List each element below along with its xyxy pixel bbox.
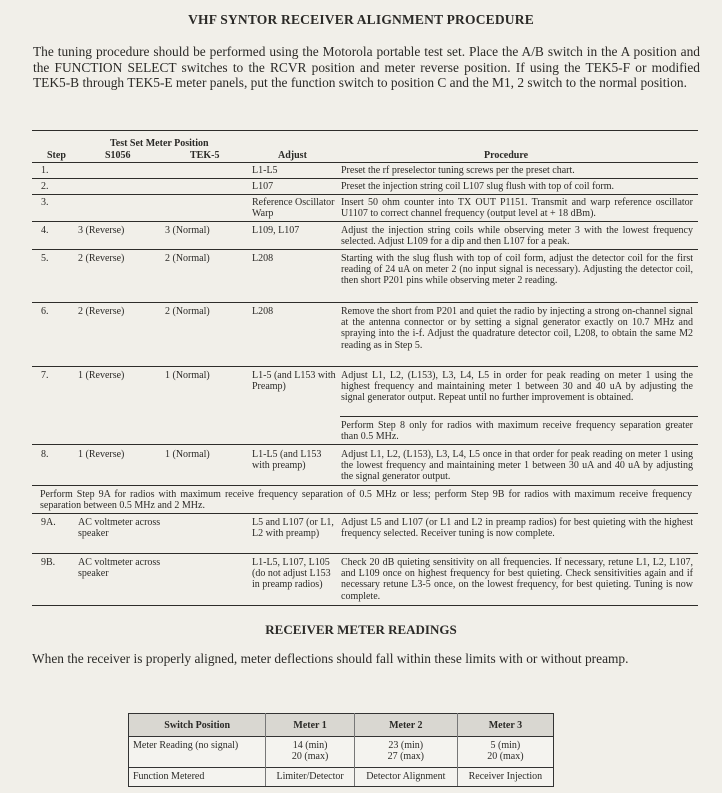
step-number: 6. — [41, 306, 49, 317]
step-number: 4. — [41, 225, 49, 236]
tek5-cell: 1 (Normal) — [165, 449, 210, 460]
step-number: 9B. — [41, 557, 56, 568]
row-rule — [32, 249, 698, 250]
meter-3-reading: 5 (min) 20 (max) — [457, 737, 553, 768]
adjust-cell: L1-L5, L107, L105 (do not adjust L153 in preamp radios) — [252, 557, 331, 591]
procedure-cell: Insert 50 ohm counter into TX OUT P1151. Transmit and warp reference oscillator U1107 to correct channel frequency (output level at + 18 dBm). — [341, 197, 693, 220]
header-adjust: Adjust — [278, 150, 307, 161]
step-number: 2. — [41, 181, 49, 192]
row-label: Function Metered — [129, 768, 266, 787]
row-rule — [32, 178, 698, 179]
s1056-cell: 3 (Reverse) — [78, 225, 125, 236]
step-number: 5. — [41, 253, 49, 264]
tek5-cell: 2 (Normal) — [165, 253, 210, 264]
step-number: 9A. — [41, 517, 56, 528]
meter-readings-table — [128, 713, 554, 787]
adjust-cell: L208 — [252, 253, 274, 264]
adjust-cell: L109, L107 — [252, 225, 300, 236]
tek5-cell: 1 (Normal) — [165, 370, 210, 381]
adjust-cell: L1-L5 (and L153 with preamp) — [252, 449, 322, 472]
procedure-cell: Starting with the slug flush with top of coil form, adjust the detector coil for the first reading of 24 uA on meter 2 (no input signal is necessary). Adjusting the detector coil, then short P201 pins while observing meter 2 reading. — [341, 253, 693, 287]
meter-readings-title: RECEIVER METER READINGS — [265, 622, 457, 637]
s1056-cell: 2 (Reverse) — [78, 253, 125, 264]
meter-3-function: Receiver Injection — [457, 768, 553, 787]
procedure-cell: Adjust L1, L2, (L153), L3, L4, L5 in order for peak reading on meter 1 using the highest frequency and maintaining meter 1 between 30 and 40 uA by adjusting the signal generator output. Repeat until no further improvement is obtained. — [341, 370, 693, 404]
row-rule — [32, 221, 698, 222]
meter-2-function: Detector Alignment — [354, 768, 457, 787]
header-step: Step — [47, 150, 66, 161]
row-rule — [32, 366, 698, 367]
meter-2-reading: 23 (min) 27 (max) — [354, 737, 457, 768]
step-number: 7. — [41, 370, 49, 381]
procedure-cell: Adjust L5 and L107 (or L1 and L2 in preamp radios) for best quieting with the highest frequency selected. Receiver tuning is now complete. — [341, 517, 693, 540]
procedure-cell: Adjust L1, L2, (L153), L3, L4, L5 once in that order for peak reading on meter 1 using the lowest frequency and maintaining meter 1 between 30 uA and 40 uA by adjusting the signal generator output. — [341, 449, 693, 483]
step-number: 8. — [41, 449, 49, 460]
row-label: Meter Reading (no signal) — [129, 737, 266, 768]
header-procedure: Procedure — [484, 150, 529, 161]
procedure-cell: Perform Step 8 only for radios with maximum receive frequency separation greater than 0.5 MHz. — [341, 420, 693, 443]
procedure-cell: Remove the short from P201 and quiet the radio by injecting a strong on-channel signal at the antenna connector or by setting a signal generator exactly on 10.7 MHz and spraying into the i-f. Adjust the quadrature detector coil, L208, to obtain the same M2 reading as in Step 5. — [341, 306, 693, 351]
adjust-cell: L107 — [252, 181, 274, 192]
tek5-cell: 2 (Normal) — [165, 306, 210, 317]
row-rule — [32, 513, 698, 514]
meter-1-reading: 14 (min) 20 (max) — [266, 737, 354, 768]
s1056-cell: AC voltmeter across speaker — [78, 557, 161, 580]
row-rule — [32, 302, 698, 303]
meter-header-meter-3: Meter 3 — [457, 714, 553, 737]
tek5-cell: 3 (Normal) — [165, 225, 210, 236]
adjust-cell: L5 and L107 (or L1, L2 with preamp) — [252, 517, 334, 540]
table-row — [129, 768, 554, 787]
s1056-cell: 1 (Reverse) — [78, 370, 125, 381]
adjust-cell: Reference Oscillator Warp — [252, 197, 335, 220]
meter-header-meter-2: Meter 2 — [354, 714, 457, 737]
procedure-cell: Preset the injection string coil L107 slug flush with top of coil form. — [341, 181, 615, 192]
row-rule — [340, 416, 698, 417]
s1056-cell: AC voltmeter across speaker — [78, 517, 161, 540]
step-number: 3. — [41, 197, 49, 208]
adjust-cell: L208 — [252, 306, 274, 317]
table-top-rule — [32, 130, 698, 131]
header-tek5: TEK-5 — [190, 150, 220, 161]
s1056-cell: 1 (Reverse) — [78, 449, 125, 460]
meter-intro-paragraph: When the receiver is properly aligned, meter deflections should fall within these limits with or without preamp. — [32, 651, 629, 666]
header-s1056: S1056 — [105, 150, 131, 161]
intro-paragraph: The tuning procedure should be performed using the Motorola portable test set. Place the A/B switch in the A position and the FUNCTION SELECT switches to the RCVR position and meter reverse position. If using the TEK5-F or modified TEK5-B through TEK5-E meter panels, put the function switch to position C and the M1, 2 switch to the normal position. — [33, 44, 700, 90]
procedure-cell: Preset the rf preselector tuning screws per the preset chart. — [341, 165, 575, 176]
table-row — [129, 737, 554, 768]
step9-note: Perform Step 9A for radios with maximum receive frequency separation of 0.5 MHz or less; perform Step 9B for radios with maximum receive frequency separation between 0.5 MHz and 2 MHz. — [40, 489, 692, 512]
procedure-cell: Check 20 dB quieting sensitivity on all frequencies. If necessary, retune L1, L2, L107, and L109 once on highest frequency for best quieting. Check sensitivities again and if necessary retune L3-5 once, on the lowest frequency, for best quieting. Tuning is now complete. — [341, 557, 693, 602]
header-bottom-rule — [32, 162, 698, 163]
row-rule — [32, 553, 698, 554]
row-rule — [32, 485, 698, 486]
adjust-cell: L1-5 (and L153 with Preamp) — [252, 370, 336, 393]
step-number: 1. — [41, 165, 49, 176]
meter-header-switch-position: Switch Position — [129, 714, 266, 737]
s1056-cell: 2 (Reverse) — [78, 306, 125, 317]
meter-1-function: Limiter/Detector — [266, 768, 354, 787]
procedure-cell: Adjust the injection string coils while observing meter 3 with the lowest frequency selected. Adjust L109 for a dip and then L107 for a peak. — [341, 225, 693, 248]
table-bottom-rule — [32, 605, 698, 606]
row-rule — [32, 194, 698, 195]
adjust-cell: L1-L5 — [252, 165, 278, 176]
meter-header-meter-1: Meter 1 — [266, 714, 354, 737]
row-rule — [32, 444, 698, 445]
header-test-set-meter-position: Test Set Meter Position — [110, 138, 209, 149]
document-title: VHF SYNTOR RECEIVER ALIGNMENT PROCEDURE — [188, 12, 534, 27]
